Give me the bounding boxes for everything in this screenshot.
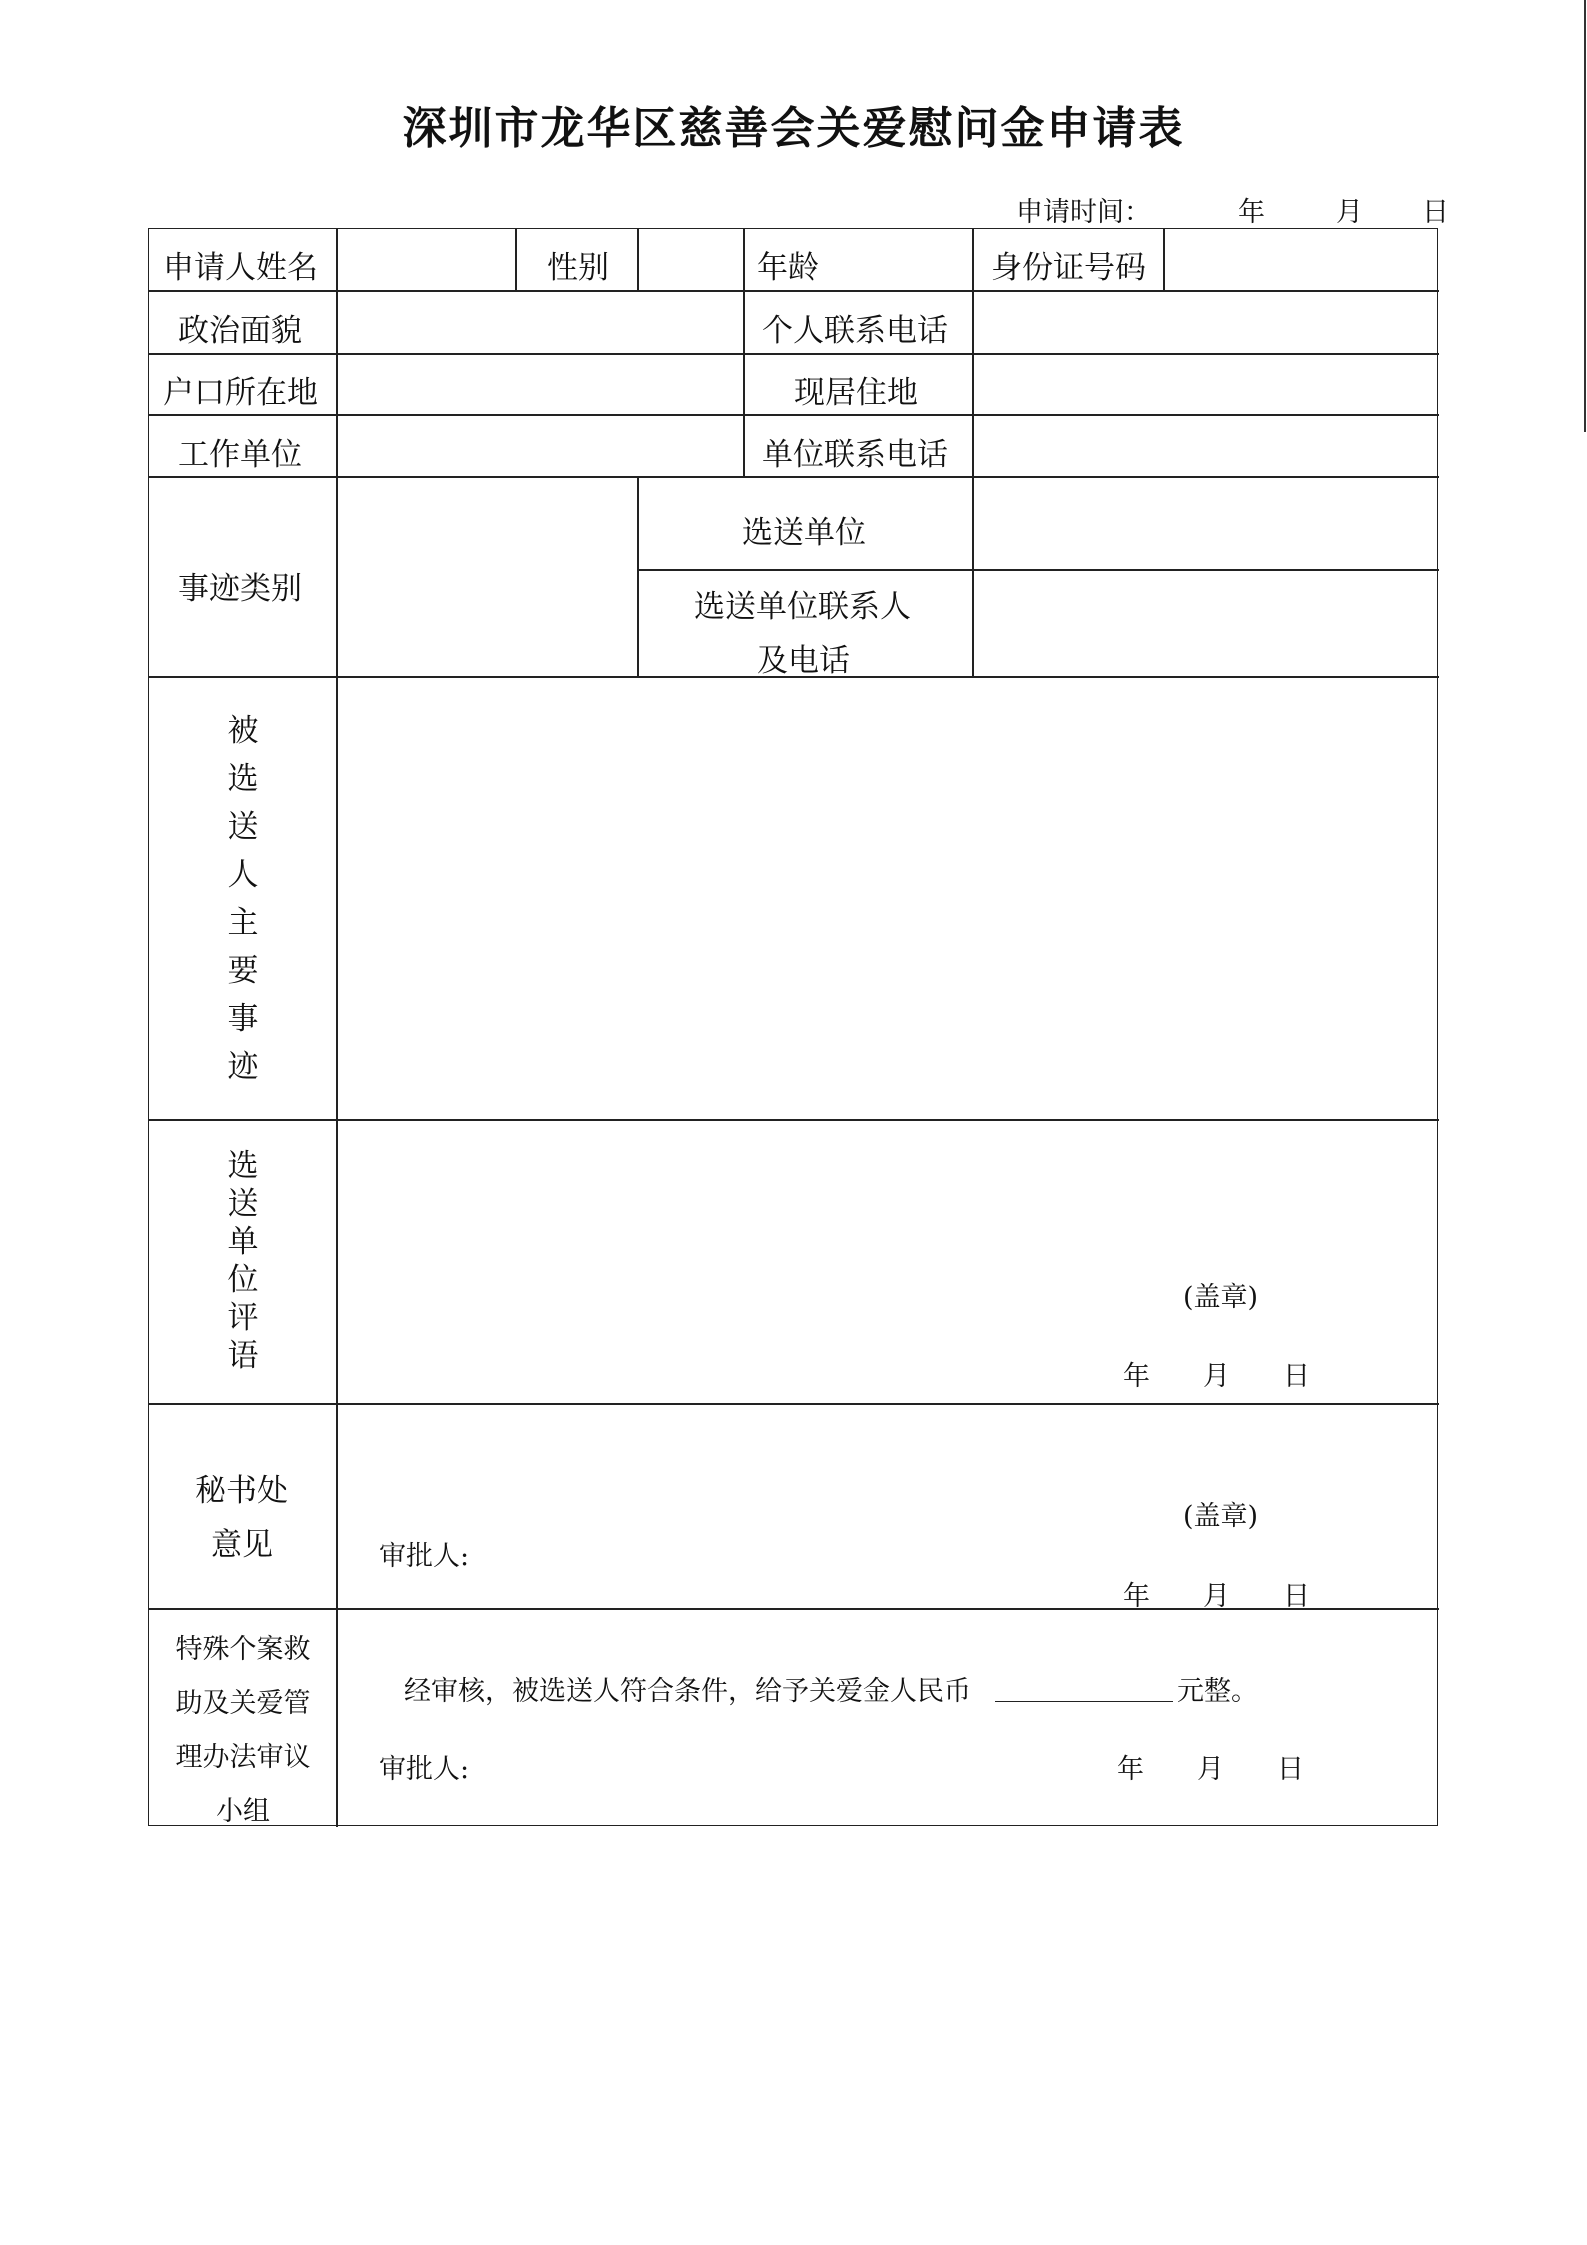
hukou-label: 户口所在地 <box>163 375 318 411</box>
residence-label: 现居住地 <box>794 375 918 411</box>
secretariat-opinion-field[interactable] <box>338 1404 1437 1608</box>
unit-comment-label: 选 送 单 位 评 语 <box>227 1148 259 1374</box>
political-status-label: 政治面貌 <box>178 313 302 349</box>
secretariat-day: 日 <box>1283 1581 1310 1612</box>
deed-category-field[interactable] <box>338 477 636 676</box>
secretariat-seal: (盖章) <box>1183 1501 1259 1532</box>
secretariat-month: 月 <box>1203 1581 1230 1612</box>
work-phone-field[interactable] <box>974 415 1437 476</box>
unit-comment-field[interactable] <box>338 1120 1437 1403</box>
special-group-year: 年 <box>1117 1754 1144 1785</box>
gender-label: 性别 <box>547 250 609 286</box>
special-group-label: 特殊个案救 助及关爱管 理办法审议 小组 <box>175 1634 311 1827</box>
care-amount-input[interactable] <box>995 1681 1173 1702</box>
special-group-day: 日 <box>1277 1754 1304 1785</box>
apply-date-month: 月 <box>1336 197 1363 228</box>
page-edge-line <box>1584 0 1586 432</box>
hukou-field[interactable] <box>338 354 742 414</box>
form-title: 深圳市龙华区慈善会关爱慰问金申请表 <box>402 103 1185 154</box>
special-group-statement: 经审核，被选送人符合条件，给予关爱金人民币 <box>404 1676 971 1707</box>
age-field[interactable] <box>835 229 971 290</box>
residence-field[interactable] <box>974 354 1437 414</box>
secretariat-year: 年 <box>1123 1581 1150 1612</box>
workplace-field[interactable] <box>338 415 742 476</box>
secretariat-label-line2: 意见 <box>211 1527 273 1563</box>
application-form-table <box>148 228 1438 1826</box>
work-phone-label: 单位联系电话 <box>762 437 948 473</box>
recommend-unit-label: 选送单位 <box>742 515 866 551</box>
secretariat-approver-label: 审批人: <box>379 1541 470 1572</box>
personal-phone-label: 个人联系电话 <box>762 313 948 349</box>
main-deeds-field[interactable] <box>338 677 1437 1119</box>
id-number-field[interactable] <box>1165 229 1437 290</box>
unit-comment-seal: (盖章) <box>1183 1282 1259 1313</box>
apply-date-year: 年 <box>1238 197 1265 228</box>
secretariat-label-line1: 秘书处 <box>195 1473 288 1509</box>
workplace-label: 工作单位 <box>178 437 302 473</box>
recommend-contact-label-line1: 选送单位联系人 <box>694 589 911 625</box>
personal-phone-field[interactable] <box>974 291 1437 353</box>
special-group-approver-label: 审批人: <box>379 1754 470 1785</box>
unit-comment-day: 日 <box>1283 1361 1310 1392</box>
unit-comment-year: 年 <box>1123 1361 1150 1392</box>
unit-comment-month: 月 <box>1203 1361 1230 1392</box>
recommend-contact-label-line2: 及电话 <box>757 643 850 679</box>
deed-category-label: 事迹类别 <box>178 571 302 607</box>
recommend-contact-field[interactable] <box>974 570 1437 676</box>
apply-date-day: 日 <box>1422 197 1449 228</box>
applicant-name-label: 申请人姓名 <box>163 250 318 286</box>
special-group-month: 月 <box>1197 1754 1224 1785</box>
apply-date-label: 申请时间： <box>1016 197 1151 228</box>
main-deeds-label: 被 选 送 人 主 要 事 迹 <box>227 713 259 1085</box>
id-number-label: 身份证号码 <box>991 250 1146 286</box>
age-label: 年龄 <box>757 250 819 286</box>
recommend-unit-field[interactable] <box>974 477 1437 569</box>
political-status-field[interactable] <box>338 291 742 353</box>
applicant-name-field[interactable] <box>338 229 514 290</box>
gender-field[interactable] <box>639 229 742 290</box>
special-group-amount-suffix: 元整。 <box>1177 1676 1258 1707</box>
